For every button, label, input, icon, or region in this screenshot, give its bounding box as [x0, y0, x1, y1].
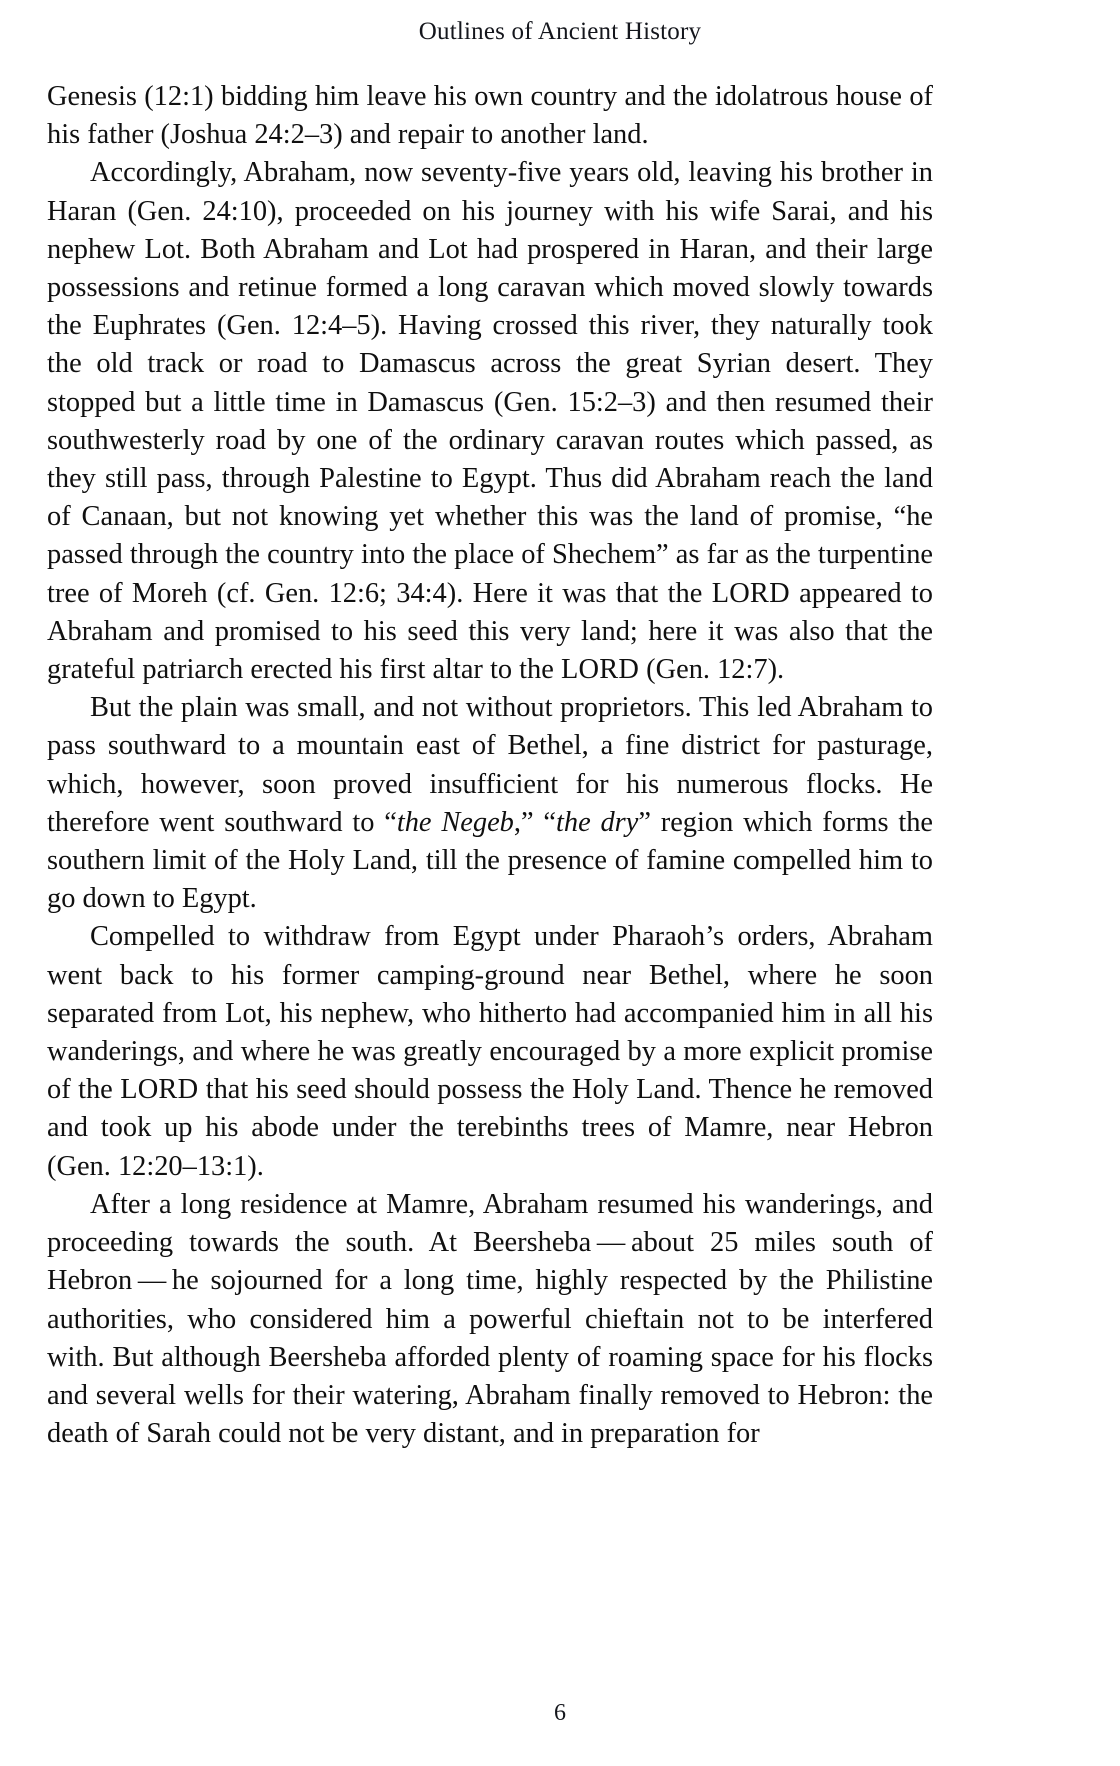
paragraph-3-italic-negeb: the Negeb — [396, 806, 514, 838]
paragraph-5 — [47, 1186, 933, 1453]
paragraph-2-smallcaps-lord-2: LORD — [560, 654, 640, 686]
page-number: 6 — [554, 1700, 566, 1726]
paragraph-4 — [47, 918, 933, 1185]
body-text-block — [47, 78, 933, 1453]
paragraph-3-italic-the-dry: the dry — [555, 806, 639, 838]
paragraph-2-smallcaps-lord-1: LORD — [711, 577, 790, 609]
paragraph-2-text-c: (Gen. 12:7). — [639, 654, 785, 686]
paragraph-2-text-b: appeared to Abraham and promised to his seed this very land; here it was also that the grateful patriarch erected his first altar to the — [47, 577, 933, 686]
paragraph-3-text-b: ,” “ — [513, 806, 556, 838]
running-head: Outlines of Ancient History — [418, 18, 702, 45]
paragraph-2-text-a: Accordingly, Abraham, now seventy-five years old, leaving his brother in Haran (Gen. 24:10), proceeded on his journey with his wife Sarai, and his nephew Lot. Both Abraham and Lot had prospered in Haran, and their large possessions and retinue formed a long caravan which moved slowly towards the Euphrates (Gen. 12:4–5). Having crossed this river, they naturally took the old track or road to Damascus across the great Syrian desert. They stopped but a little time in Damascus (Gen. 15:2–3) and then resumed their southwesterly road by one of the ordinary caravan routes which passed, as they still pass, through Palestine to Egypt. Thus did Abraham reach the land of Canaan, but not knowing yet whether this was the land of promise, “he passed through the country into the place of Shechem” as far as the turpentine tree of Moreh (cf. Gen. 12:6; 34:4). Here it was that the — [47, 157, 933, 609]
paragraph-5-text: After a long residence at Mamre, Abraham resumed his wanderings, and proceeding towards the south. At Beersheba — about 25 miles south of Hebron — he sojourned for a long time, highly respected by the Philistine authorities, who considered him a powerful chieftain not to be interfered with. But although Beersheba afforded plenty of roaming space for his flocks and several wells for their watering, Abraham finally removed to Hebron: the death of Sarah could not be very distant, and in preparation for — [47, 1188, 933, 1450]
paragraph-4-smallcaps-lord: LORD — [120, 1074, 199, 1106]
paragraph-4-text-b: that his seed should possess the Holy Land. Thence he removed and took up his abode under the terebinths trees of Mamre, near Hebron (Gen. 12:20–13:1). — [47, 1074, 934, 1182]
paragraph-3 — [47, 689, 933, 918]
paragraph-2 — [47, 154, 933, 689]
paragraph-1 — [47, 78, 933, 154]
paragraph-3-text-c: ” region which forms the southern limit of the Holy Land, till the presence of famine compelled him to go down to Egypt. — [47, 806, 933, 915]
paragraph-1-text: Genesis (12:1) bidding him leave his own country and the idolatrous house of his father (Joshua 24:2–3) and repair to another land. — [47, 81, 933, 151]
paragraph-3-text-a: But the plain was small, and not without proprietors. This led Abraham to pass southward to a mountain east of Bethel, a fine district for pasturage, which, however, soon proved insufficient for his numerous flocks. He therefore went southward to “ — [47, 692, 933, 838]
paragraph-4-text-a: Compelled to withdraw from Egypt under Pharaoh’s orders, Abraham went back to his former camping-ground near Bethel, where he soon separated from Lot, his nephew, who hitherto had accompanied him in all his wanderings, and where he was greatly encouraged by a more explicit promise of the — [47, 921, 933, 1106]
